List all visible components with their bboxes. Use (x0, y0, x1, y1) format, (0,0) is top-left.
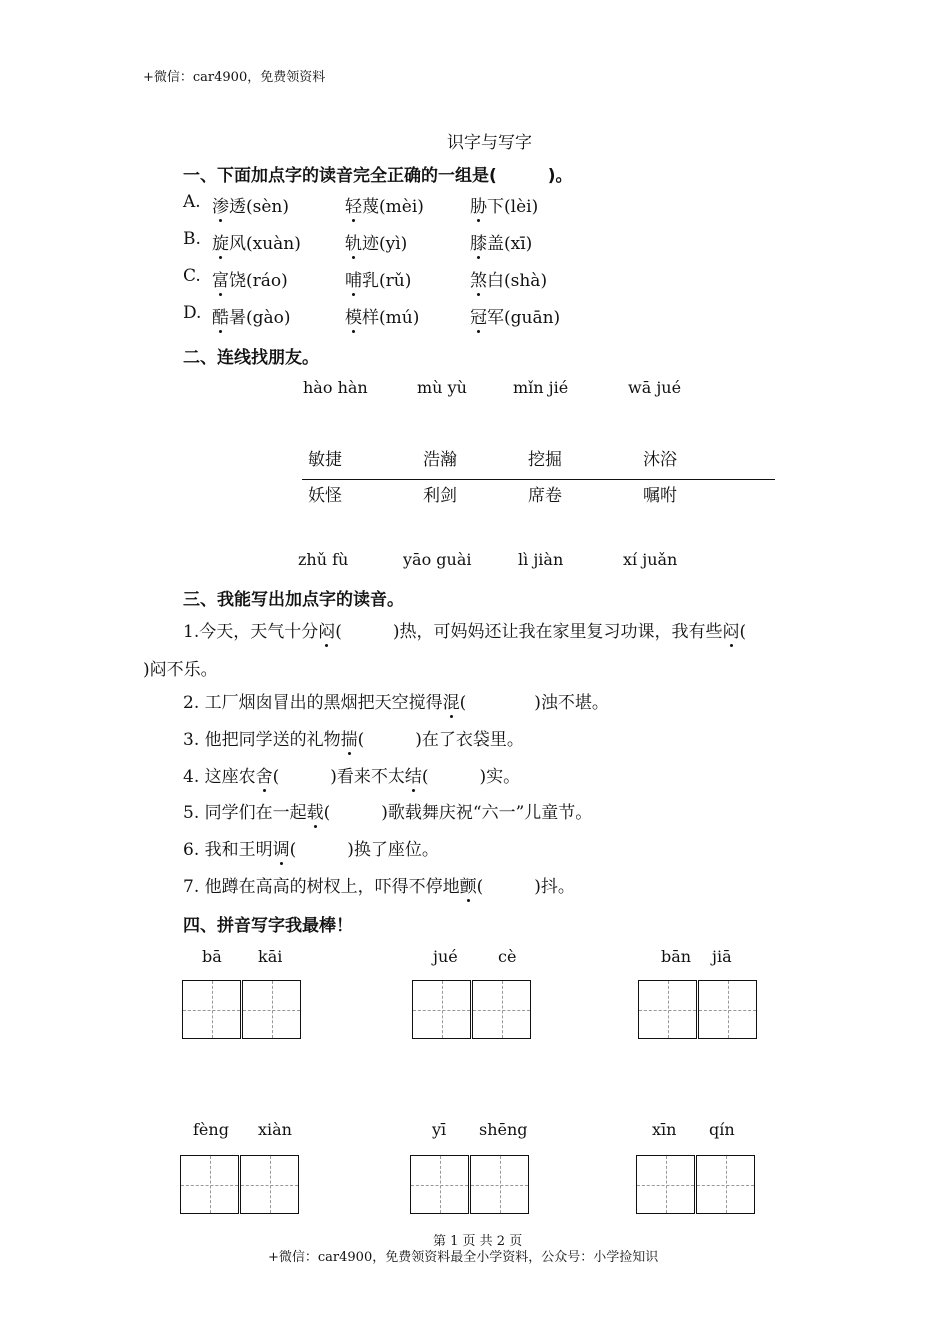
writing-grid-3[interactable] (638, 980, 758, 1040)
grid-6-pinyin-1: xīn (652, 1120, 677, 1139)
word-bottom-2: 利剑 (423, 486, 457, 506)
word-top-1: 敏捷 (308, 450, 342, 470)
option-word: 胁下(lèi) (470, 192, 538, 217)
word-top-3: 挖掘 (528, 450, 562, 470)
option-word: 轨迹(yì) (345, 229, 407, 254)
question-2: 2. 工厂烟囱冒出的黑烟把天空搅得混( )浊不堪。 (183, 688, 609, 713)
option-label: B. (183, 229, 201, 249)
section-2-heading: 二、连线找朋友。 (183, 348, 319, 368)
section-4-heading: 四、拼音写字我最棒！ (183, 916, 353, 936)
pinyin-top-2: mù yù (417, 378, 467, 397)
writing-grid-1[interactable] (182, 980, 302, 1040)
option-label: A. (183, 192, 201, 212)
option-label: D. (183, 303, 202, 323)
page-title: 识字与写字 (447, 133, 532, 153)
grid-2-pinyin-2: cè (498, 947, 517, 966)
pinyin-top-4: wā jué (628, 378, 682, 397)
section-1-heading: 一、下面加点字的读音完全正确的一组是( )。 (183, 166, 573, 186)
writing-grid-5[interactable] (410, 1155, 530, 1215)
grid-1-pinyin-2: kāi (258, 947, 283, 966)
grid-5-pinyin-2: shēng (479, 1120, 528, 1139)
watermark-bottom: +微信：car4900，免费领资料最全小学资料，公众号：小学捡知识 (268, 1250, 659, 1265)
grid-5-pinyin-1: yī (432, 1120, 447, 1139)
word-top-2: 浩瀚 (423, 450, 457, 470)
option-word: 冠军(guān) (470, 303, 560, 328)
pinyin-bottom-2: yāo guài (403, 550, 472, 569)
option-word: 模样(mú) (345, 303, 419, 328)
grid-6-pinyin-2: qín (709, 1120, 735, 1139)
word-bottom-3: 席卷 (528, 486, 562, 506)
word-top-4: 沐浴 (643, 450, 677, 470)
grid-4-pinyin-2: xiàn (258, 1120, 292, 1139)
word-bottom-1: 妖怪 (308, 486, 342, 506)
pinyin-bottom-1: zhǔ fù (298, 550, 349, 569)
question-6: 6. 我和王明调( )换了座位。 (183, 835, 439, 860)
question-7: 7. 他蹲在高高的树杈上，吓得不停地颤( )抖。 (183, 872, 575, 897)
pinyin-bottom-4: xí juǎn (623, 550, 678, 569)
grid-3-pinyin-1: bān (661, 947, 692, 966)
divider-line (302, 479, 775, 480)
option-word: 煞白(shà) (470, 266, 547, 291)
writing-grid-6[interactable] (636, 1155, 756, 1215)
pinyin-top-1: hào hàn (303, 378, 368, 397)
writing-grid-4[interactable] (180, 1155, 300, 1215)
pinyin-top-3: mǐn jié (513, 378, 569, 397)
question-5: 5. 同学们在一起载( )歌载舞庆祝“六一”儿童节。 (183, 798, 592, 823)
page-number: 第 1 页 共 2 页 (433, 1234, 523, 1249)
option-label: C. (183, 266, 201, 286)
grid-3-pinyin-2: jiā (712, 947, 732, 966)
question-4: 4. 这座农舍( )看来不太结( )实。 (183, 762, 520, 787)
watermark-top: +微信：car4900，免费领资料 (143, 70, 326, 85)
grid-4-pinyin-1: fèng (193, 1120, 229, 1139)
writing-grid-2[interactable] (412, 980, 532, 1040)
question-1-line-2: )闷不乐。 (143, 660, 218, 680)
grid-1-pinyin-1: bā (202, 947, 222, 966)
section-3-heading: 三、我能写出加点字的读音。 (183, 590, 404, 610)
option-word: 富饶(ráo) (212, 266, 288, 291)
word-bottom-4: 嘱咐 (643, 486, 677, 506)
grid-2-pinyin-1: jué (433, 947, 458, 966)
question-3: 3. 他把同学送的礼物揣( )在了衣袋里。 (183, 725, 524, 750)
question-1-line-1: 1.今天，天气十分闷( )热，可妈妈还让我在家里复习功课，我有些闷( (183, 617, 746, 642)
option-word: 旋风(xuàn) (212, 229, 301, 254)
option-word: 轻蔑(mèi) (345, 192, 424, 217)
option-word: 膝盖(xī) (470, 229, 532, 254)
option-word: 酷暑(gào) (212, 303, 291, 328)
option-word: 哺乳(rǔ) (345, 266, 411, 291)
pinyin-bottom-3: lì jiàn (518, 550, 564, 569)
option-word: 渗透(sèn) (212, 192, 289, 217)
